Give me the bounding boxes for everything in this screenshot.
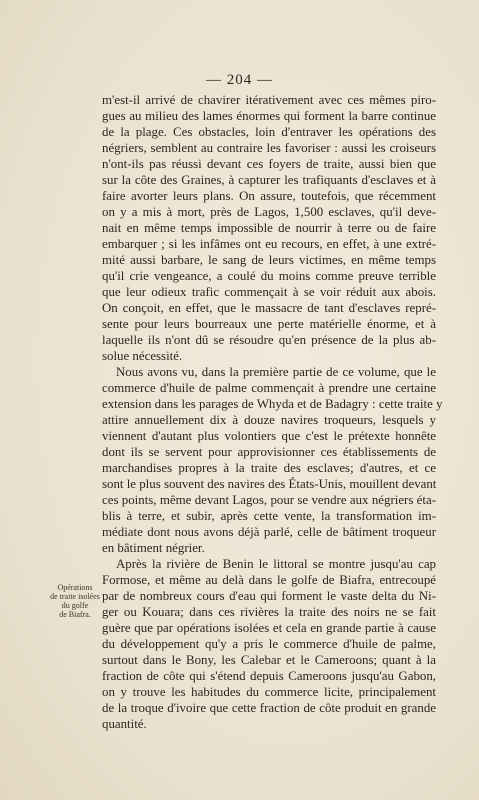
text-line: en bâtiment négrier. (102, 541, 205, 555)
text-line: de la plage. Ces obstacles, loin d'entraver les opérations des (102, 125, 436, 139)
margin-note (44, 583, 106, 619)
paragraph (102, 364, 443, 556)
text-line: quantité. (102, 717, 147, 731)
text-line: On conçoit, en effet, que le massacre de tant d'esclaves repré- (102, 301, 436, 315)
page-number: — 204 — (206, 72, 273, 88)
body-text (102, 92, 443, 732)
text-line: par de nombreux cours d'eau qui forment le vaste delta du Ni- (102, 589, 436, 603)
text-line: Après la rivière de Benin le littoral se montre jusqu'au cap (116, 557, 436, 571)
text-line: de la troque d'ivoire que cette fraction de côte produit en grande (102, 701, 436, 715)
margin-note-line: de traite isolées (50, 592, 100, 601)
text-line: n'ont-ils pas réussi devant ces foyers de traite, aussi bien que (102, 157, 436, 171)
text-line: négriers, semblent au contraire les favoriser : aussi les croiseurs (102, 141, 436, 155)
text-line: nait en même temps impossible de nourrir à terre ou de faire (102, 221, 436, 235)
text-line: gues au milieu des lames énormes qui forment la barre continue (102, 109, 436, 123)
text-line: sur la côte des Graines, à capturer les trafiquants d'esclaves et à (102, 173, 436, 187)
margin-note-line: Opérations (57, 583, 93, 592)
margin-note-line: du golfe (61, 601, 89, 610)
text-line: commerce d'huile de palme commençait à prendre une certaine (102, 381, 436, 395)
text-line: ces points, même devant Lagos, pour se vendre aux négriers éta- (102, 493, 436, 507)
text-line: dont ils se servent pour approvisionner ces établissements de (102, 445, 436, 459)
text-line: fraction de côte qui s'étend depuis Cameroons jusqu'au Gabon, (102, 669, 436, 683)
text-line: faire avorter leurs plans. On assure, toutefois, que récemment (102, 189, 436, 203)
text-line: du développement qu'y a pris le commerce d'huile de palme, (102, 637, 436, 651)
text-line: guère que par opérations isolées et cela en grande partie à cause (102, 621, 436, 635)
text-line: on y trouve les habitudes du commerce licite, principalement (102, 685, 436, 699)
text-line: marchandises propres à la traite des esclaves; d'autres, et ce (102, 461, 436, 475)
text-line: solue nécessité. (102, 349, 183, 363)
text-line: médiate dont nous avons déjà parlé, celle de bâtiment troqueur (102, 525, 436, 539)
text-line: Formose, et même au delà dans le golfe de Biafra, entrecoupé (102, 573, 436, 587)
text-line: viennent d'autant plus volontiers que c'est le prétexte honnête (102, 429, 436, 443)
text-line: sont le plus souvent des navires des États-Unis, mouillent devant (102, 477, 437, 491)
text-line: surtout dans le Bony, les Calebar et le Cameroons; quant à la (102, 653, 436, 667)
text-line: qu'il crie vengeance, a coulé du moins comme preuve terrible (102, 269, 436, 283)
text-line: mité aussi barbare, le sang de leurs victimes, en même temps (102, 253, 436, 267)
text-line: que leur odieux trafic commençait à se voir réduit aux abois. (102, 285, 436, 299)
text-line: on y a mis à mort, près de Lagos, 1,500 esclaves, qu'il deve- (102, 205, 436, 219)
text-line: blis à terre, et subir, après cette vente, la transformation im- (102, 509, 436, 523)
text-line: laquelle ils n'ont dû se résoudre qu'en présence de la plus ab- (102, 333, 436, 347)
paragraph (102, 92, 436, 364)
text-line: extension dans les parages de Whyda et de Badagry : cette traite y (102, 397, 443, 411)
margin-note-line: de Biafra. (59, 610, 91, 619)
paragraph (102, 556, 436, 732)
text-line: embarquer ; si les infâmes ont eu recours, en effet, à une extré- (102, 237, 436, 251)
text-line: ger ou Kouara; dans ces rivières la traite des noirs ne se fait (102, 605, 436, 619)
text-line: Nous avons vu, dans la première partie de ce volume, que le (116, 365, 436, 379)
text-line: m'est-il arrivé de chavirer itérativement avec ces mêmes piro- (102, 93, 436, 107)
text-line: sente pour leurs bourreaux une perte matérielle énorme, et à (102, 317, 436, 331)
text-line: attire annuellement dix à douze navires troqueurs, lesquels y (102, 413, 436, 427)
